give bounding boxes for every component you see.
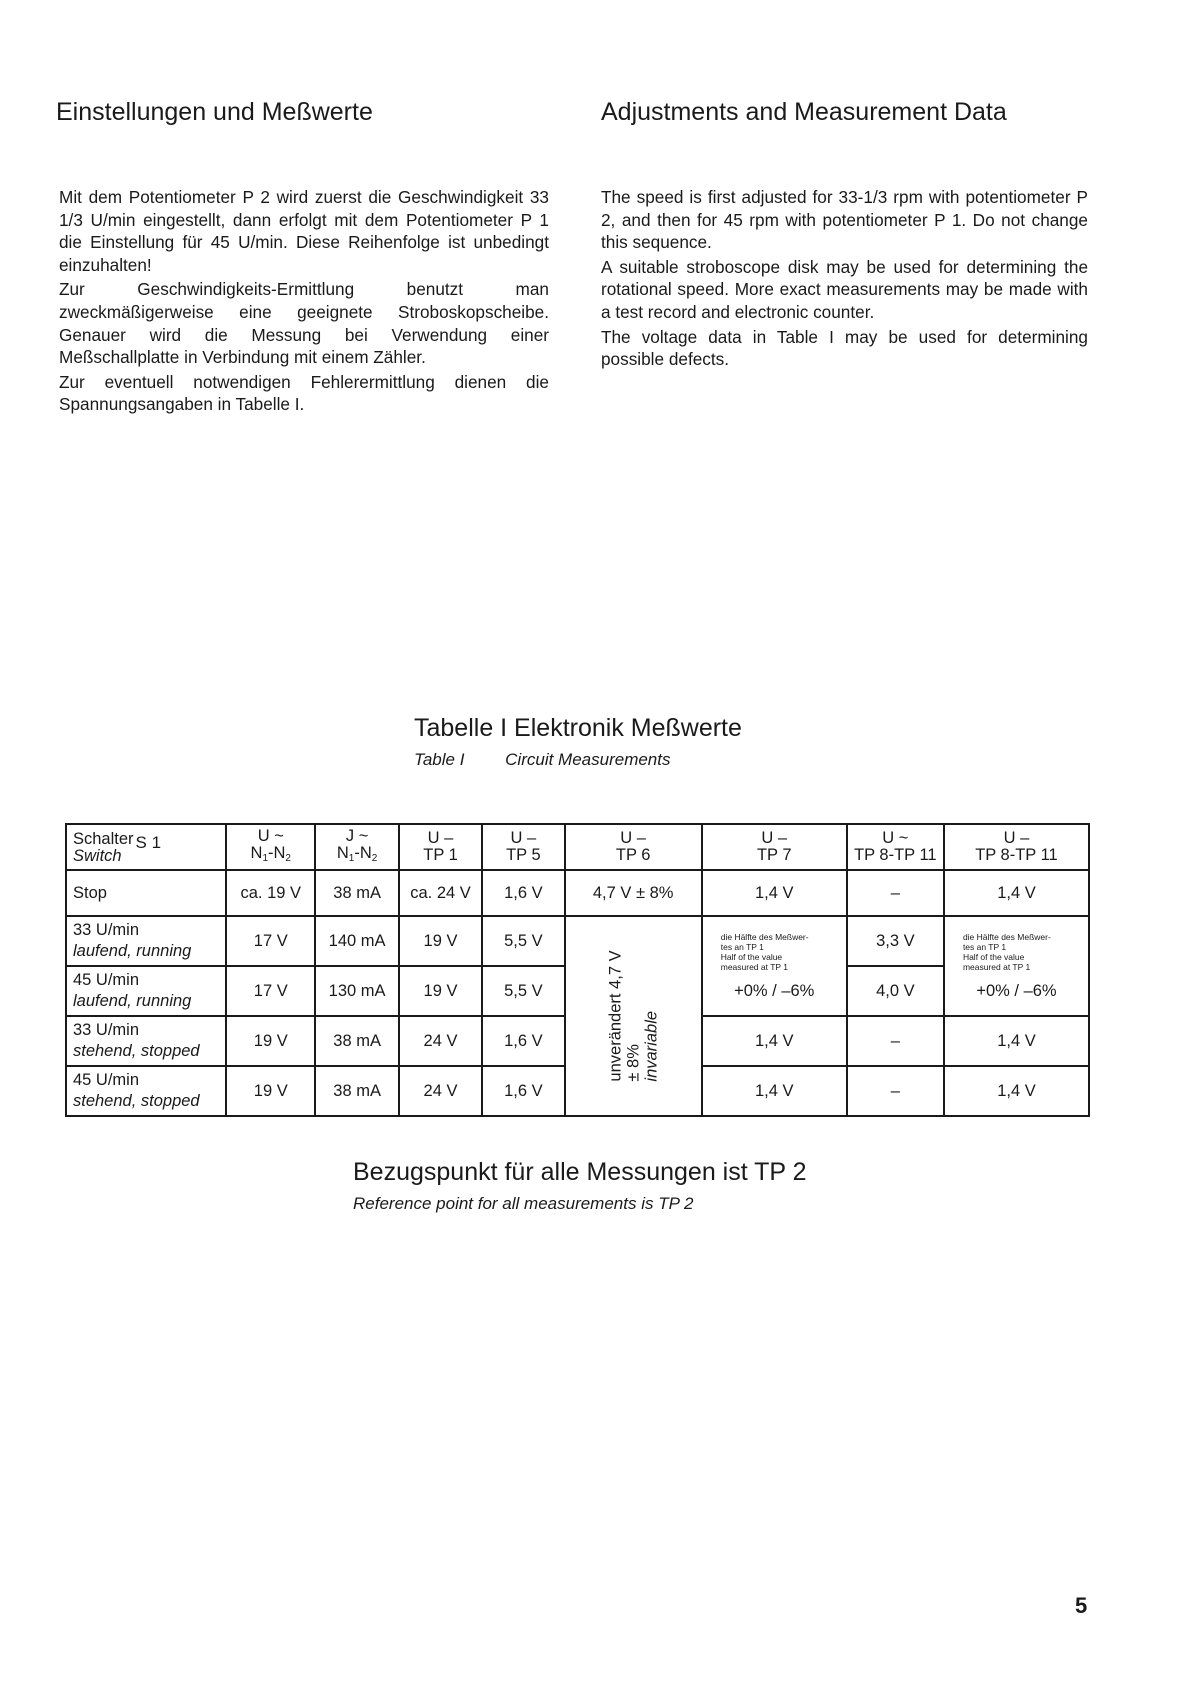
table-subtitle-caption: Circuit Measurements <box>505 750 671 769</box>
header-top: U ~ <box>257 826 284 845</box>
header-tp8-tp11-dc <box>944 824 1089 870</box>
half-value-de-1: die Hälfte des Meßwer- <box>962 931 1051 942</box>
cell-tp8-tp11-dc: 1,4 V <box>944 1016 1089 1066</box>
half-value-de-2: tes an TP 1 <box>962 941 1007 952</box>
paragraph: Mit dem Potentiometer P 2 wird zuerst die Geschwindigkeit 33 1/3 U/min eingestellt, dann erfolgt mit dem Potentiometer P 1 die Einstellung für 45 U/min. Diese Reihenfolge ist unbedingt einzuhalten! <box>59 187 549 275</box>
body-text-english <box>601 186 1088 373</box>
row-label-de: 33 U/min <box>73 1021 140 1039</box>
half-value-en-1: Half of the value <box>720 951 783 962</box>
header-tp6 <box>565 824 702 870</box>
header-top: U – <box>761 829 788 847</box>
header-sub: 1 <box>262 852 268 864</box>
cell-tp5: 5,5 V <box>482 966 564 1016</box>
row-label-de: 45 U/min <box>73 1071 140 1089</box>
row-label-de: 45 U/min <box>73 971 140 989</box>
header-sub: 2 <box>371 852 378 864</box>
header-sub: 1 <box>348 852 355 864</box>
header-switch <box>66 824 226 870</box>
header-tp8-tp11-ac <box>847 824 944 870</box>
measurements-table <box>65 823 1090 1117</box>
cell-tp8-tp11-ac: – <box>847 1016 944 1066</box>
cell-tp7: 1,4 V <box>702 1016 847 1066</box>
half-value-de-2: tes an TP 1 <box>720 941 764 952</box>
half-value-tolerance: +0% / –6% <box>734 981 815 1000</box>
header-sub: 2 <box>285 852 291 864</box>
row-label-en: stehend, stopped <box>73 1092 200 1110</box>
table-subtitle <box>414 750 670 770</box>
cell-tp6-merged <box>565 916 702 1116</box>
cell-tp8-tp11-ac: 3,3 V <box>847 916 944 966</box>
half-value-en-2: measured at TP 1 <box>720 961 788 972</box>
cell-j-n1n2: 38 mA <box>315 1016 398 1066</box>
header-j-n1n2 <box>315 824 398 870</box>
cell-tp1: ca. 24 V <box>399 870 482 916</box>
header-top: U – <box>427 829 454 847</box>
paragraph: Zur Geschwindigkeits-Ermittlung benutzt man zweckmäßigerweise eine geeignete Stroboskopscheibe. Genauer wird die Messung bei Verwendung einer Meßschallplatte in Verbindung mit einem Zähler. <box>59 279 549 368</box>
paragraph: The voltage data in Table I may be used for determining possible defects. <box>601 326 1088 370</box>
header-bottom: TP 5 <box>506 846 541 864</box>
cell-tp8-tp11-ac: – <box>847 870 944 916</box>
header-bottom: TP 8-TP 11 <box>854 846 937 864</box>
header-top: U – <box>510 829 537 847</box>
header-bottom: TP 6 <box>615 846 651 864</box>
paragraph: The speed is first adjusted for 33-1/3 rpm with potentiometer P 2, and then for 45 rpm with potentiometer P 1. Do not change this sequence. <box>601 187 1088 253</box>
cell-tp5: 1,6 V <box>482 870 564 916</box>
half-value-en-1: Half of the value <box>962 951 1025 962</box>
row-label <box>66 1066 226 1116</box>
header-tp1 <box>399 824 482 870</box>
header-top: J ~ <box>345 826 369 845</box>
cell-tp5: 1,6 V <box>482 1016 564 1066</box>
header-bottom: N <box>336 843 349 862</box>
cell-u-n1n2: 19 V <box>226 1016 315 1066</box>
half-value-tolerance: +0% / –6% <box>976 981 1057 1000</box>
cell-u-n1n2: 19 V <box>226 1066 315 1116</box>
header-bottom: N <box>250 843 263 862</box>
cell-tp8-tp11-dc: 1,4 V <box>944 870 1089 916</box>
table-subtitle-label: Table I <box>414 750 465 769</box>
row-label-en: laufend, running <box>73 992 192 1010</box>
tp6-line3: invariable <box>642 1010 661 1082</box>
paragraph: Zur eventuell notwendigen Fehlerermittlung dienen die Spannungsangaben in Tabelle I. <box>59 371 549 415</box>
page-number: 5 <box>1075 1593 1088 1618</box>
reference-title: Bezugspunkt für alle Messungen ist TP 2 <box>353 1158 807 1186</box>
cell-j-n1n2: 140 mA <box>315 916 398 966</box>
row-label <box>66 966 226 1016</box>
header-switch-de: Schalter <box>73 829 134 848</box>
cell-tp7: 1,4 V <box>702 870 847 916</box>
cell-tp8-tp11-dc-half-value <box>944 916 1089 1016</box>
cell-tp1: 19 V <box>399 916 482 966</box>
table-title: Tabelle I Elektronik Meßwerte <box>414 714 742 742</box>
half-value-de-1: die Hälfte des Meßwer- <box>720 931 809 942</box>
cell-tp5: 1,6 V <box>482 1066 564 1116</box>
row-label-en: laufend, running <box>73 942 192 960</box>
cell-j-n1n2: 130 mA <box>315 966 398 1016</box>
header-top: U – <box>1003 829 1030 847</box>
cell-j-n1n2: 38 mA <box>315 870 398 916</box>
header-bottom: TP 7 <box>756 846 792 864</box>
header-u-n1n2 <box>226 824 315 870</box>
cell-tp8-tp11-ac: – <box>847 1066 944 1116</box>
header-bottom: TP 1 <box>423 846 458 864</box>
cell-tp8-tp11-dc: 1,4 V <box>944 1066 1089 1116</box>
cell-tp5: 5,5 V <box>482 916 564 966</box>
row-label-en: stehend, stopped <box>73 1042 200 1060</box>
reference-subtitle: Reference point for all measurements is TP 2 <box>353 1194 694 1213</box>
header-switch-en: Switch <box>73 846 122 865</box>
table-row-33-running <box>66 916 1089 966</box>
header-top: U ~ <box>882 829 909 847</box>
row-label: Stop <box>66 870 226 916</box>
header-bottom-rest: -N <box>354 843 372 862</box>
table-row-stop <box>66 870 1089 916</box>
row-label <box>66 916 226 966</box>
row-label-de: 33 U/min <box>73 921 140 939</box>
header-bottom: TP 8-TP 11 <box>975 846 1058 864</box>
heading-english: Adjustments and Measurement Data <box>601 98 1007 126</box>
cell-u-n1n2: 17 V <box>226 916 315 966</box>
row-label <box>66 1016 226 1066</box>
cell-u-n1n2: ca. 19 V <box>226 870 315 916</box>
tp6-line1: unverändert 4,7 V <box>606 949 625 1082</box>
header-bottom-rest: -N <box>268 843 286 862</box>
cell-tp6: 4,7 V ± 8% <box>565 870 702 916</box>
header-top: U – <box>620 829 646 847</box>
cell-tp1: 19 V <box>399 966 482 1016</box>
half-value-en-2: measured at TP 1 <box>962 961 1031 972</box>
paragraph: A suitable stroboscope disk may be used for determining the rotational speed. More exact measurements may be made with a test record and electronic counter. <box>601 256 1088 322</box>
cell-tp1: 24 V <box>399 1066 482 1116</box>
cell-j-n1n2: 38 mA <box>315 1066 398 1116</box>
tp6-invariable-note <box>606 950 660 1081</box>
header-tp7 <box>702 824 847 870</box>
cell-u-n1n2: 17 V <box>226 966 315 1016</box>
body-text-german <box>59 186 549 418</box>
cell-tp1: 24 V <box>399 1016 482 1066</box>
table-header-row <box>66 824 1089 870</box>
header-tp5 <box>482 824 564 870</box>
cell-tp8-tp11-ac: 4,0 V <box>847 966 944 1016</box>
heading-german: Einstellungen und Meßwerte <box>56 98 373 126</box>
cell-tp7: 1,4 V <box>702 1066 847 1116</box>
header-switch-name: S 1 <box>135 832 162 852</box>
tp6-line2: ± 8% <box>624 1043 643 1082</box>
cell-tp7-half-value <box>702 916 847 1016</box>
